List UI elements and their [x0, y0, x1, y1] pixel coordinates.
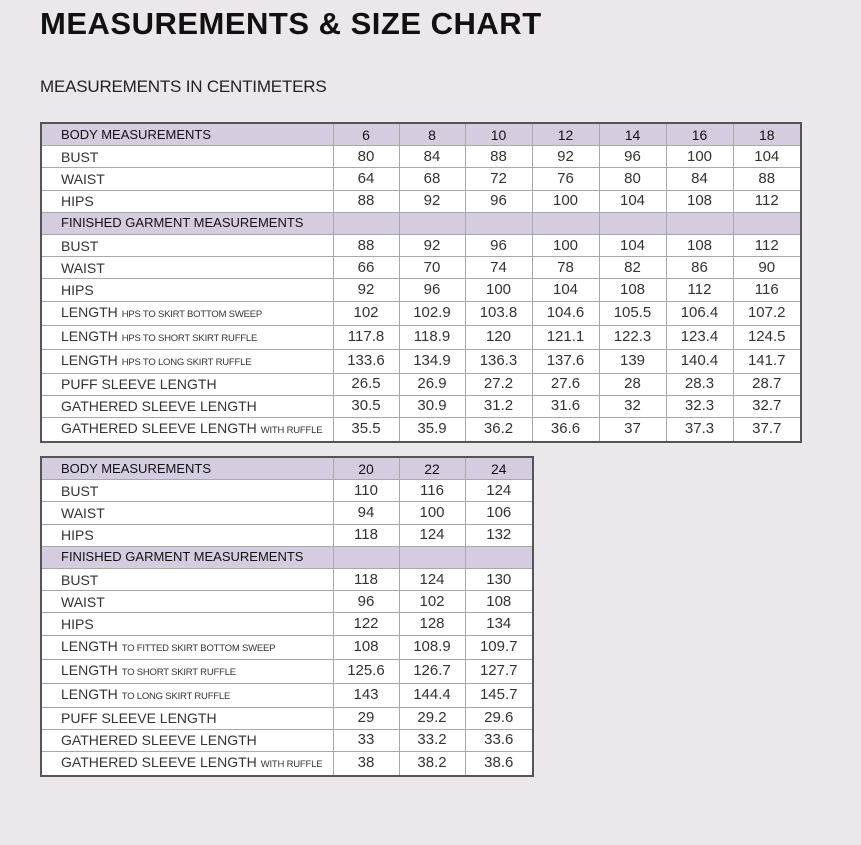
measurement-value: 110 — [333, 480, 399, 502]
units-subtitle: MEASUREMENTS IN CENTIMETERS — [40, 77, 327, 96]
empty-header-cell — [532, 212, 599, 234]
measurement-value: 32.3 — [666, 395, 733, 417]
measurement-label: HIPS — [41, 524, 333, 546]
measurement-value: 33.6 — [465, 729, 533, 751]
measurement-label — [41, 279, 333, 301]
measurement-value: 28.7 — [733, 373, 801, 395]
measurement-value: 108 — [465, 591, 533, 613]
measurement-label: WAIST — [41, 168, 333, 190]
measurement-label — [41, 729, 333, 751]
measurement-value: 84 — [666, 168, 733, 190]
measurement-value: 28 — [599, 373, 666, 395]
measurement-value: 140.4 — [666, 349, 733, 373]
measurement-value: 84 — [399, 146, 465, 168]
measurement-value: 145.7 — [465, 683, 533, 707]
measurement-value: 109.7 — [465, 635, 533, 659]
measurement-value: 117.8 — [333, 325, 399, 349]
finished-measurement-row — [41, 707, 533, 729]
measurement-value: 92 — [532, 146, 599, 168]
finished-measurement-row — [41, 349, 801, 373]
measurement-value: 127.7 — [465, 659, 533, 683]
measurement-value: 104 — [532, 279, 599, 301]
body-measurement-row — [41, 190, 801, 212]
measurement-value: 31.6 — [532, 395, 599, 417]
measurement-value: 96 — [399, 279, 465, 301]
measurement-label — [41, 613, 333, 635]
measurement-label-detail: TO LONG SKIRT RUFFLE — [121, 690, 231, 702]
measurement-label-detail: WITH RUFFLE — [260, 424, 323, 436]
measurement-value: 27.6 — [532, 373, 599, 395]
measurement-value: 124.5 — [733, 325, 801, 349]
measurement-value: 26.9 — [399, 373, 465, 395]
measurement-value: 29 — [333, 707, 399, 729]
measurement-value: 66 — [333, 257, 399, 279]
measurement-value: 88 — [733, 168, 801, 190]
measurement-value: 118 — [333, 524, 399, 546]
measurement-value: 102 — [399, 591, 465, 613]
size-header-row — [41, 457, 533, 480]
measurement-label — [41, 234, 333, 256]
measurement-label — [41, 257, 333, 279]
measurement-value: 36.2 — [465, 417, 532, 442]
measurement-label-main: BUST — [61, 237, 99, 254]
size-column-header: 14 — [599, 123, 666, 146]
measurement-value: 35.5 — [333, 417, 399, 442]
measurement-value: 137.6 — [532, 349, 599, 373]
measurement-label-main: LENGTH — [61, 661, 118, 678]
measurement-value: 139 — [599, 349, 666, 373]
measurement-value: 88 — [333, 190, 399, 212]
body-measurements-heading: BODY MEASUREMENTS — [41, 123, 333, 146]
measurement-label — [41, 568, 333, 590]
measurement-value: 88 — [333, 234, 399, 256]
finished-garment-header-row — [41, 546, 533, 568]
measurement-label — [41, 591, 333, 613]
measurement-label-main: GATHERED SLEEVE LENGTH — [61, 419, 257, 436]
measurement-label-main: BUST — [61, 571, 99, 588]
measurement-value: 92 — [399, 190, 465, 212]
size-column-header: 6 — [333, 123, 399, 146]
measurement-label-detail: TO FITTED SKIRT BOTTOM SWEEP — [121, 642, 276, 654]
measurement-value: 122 — [333, 613, 399, 635]
measurement-value: 70 — [399, 257, 465, 279]
empty-header-cell — [465, 212, 532, 234]
measurement-value: 121.1 — [532, 325, 599, 349]
measurement-value: 112 — [666, 279, 733, 301]
measurement-value: 38.2 — [399, 751, 465, 776]
measurement-value: 120 — [465, 325, 532, 349]
measurement-value: 108.9 — [399, 635, 465, 659]
finished-measurement-row — [41, 301, 801, 325]
finished-measurement-row — [41, 257, 801, 279]
measurement-value: 38.6 — [465, 751, 533, 776]
measurement-value: 88 — [465, 146, 532, 168]
measurement-label: HIPS — [41, 190, 333, 212]
finished-measurement-row — [41, 751, 533, 776]
finished-measurement-row — [41, 395, 801, 417]
measurement-label — [41, 659, 333, 683]
measurement-label — [41, 751, 333, 776]
measurement-value: 108 — [666, 190, 733, 212]
finished-measurement-row — [41, 635, 533, 659]
measurement-value: 28.3 — [666, 373, 733, 395]
measurement-value: 82 — [599, 257, 666, 279]
measurement-label-main: LENGTH — [61, 637, 118, 654]
finished-measurement-row — [41, 659, 533, 683]
measurement-value: 29.2 — [399, 707, 465, 729]
measurement-value: 38 — [333, 751, 399, 776]
measurement-label-main: LENGTH — [61, 685, 118, 702]
size-column-header: 16 — [666, 123, 733, 146]
measurement-label: BUST — [41, 480, 333, 502]
measurement-value: 90 — [733, 257, 801, 279]
measurement-value: 122.3 — [599, 325, 666, 349]
measurement-value: 31.2 — [465, 395, 532, 417]
measurement-value: 100 — [465, 279, 532, 301]
measurement-value: 125.6 — [333, 659, 399, 683]
measurement-value: 32 — [599, 395, 666, 417]
body-measurement-row — [41, 146, 801, 168]
measurement-value: 123.4 — [666, 325, 733, 349]
measurement-label-main: HIPS — [61, 615, 94, 632]
measurement-value: 124 — [465, 480, 533, 502]
measurement-value: 78 — [532, 257, 599, 279]
measurement-value: 143 — [333, 683, 399, 707]
measurement-value: 124 — [399, 524, 465, 546]
measurement-value: 112 — [733, 190, 801, 212]
body-measurements-heading: BODY MEASUREMENTS — [41, 457, 333, 480]
measurement-value: 30.9 — [399, 395, 465, 417]
measurement-value: 35.9 — [399, 417, 465, 442]
measurement-value: 92 — [399, 234, 465, 256]
measurement-value: 118.9 — [399, 325, 465, 349]
measurement-value: 128 — [399, 613, 465, 635]
measurement-value: 106.4 — [666, 301, 733, 325]
measurement-value: 102.9 — [399, 301, 465, 325]
measurement-value: 106 — [465, 502, 533, 524]
measurement-label-detail: HPS TO LONG SKIRT RUFFLE — [121, 356, 252, 368]
size-column-header: 24 — [465, 457, 533, 480]
measurement-value: 100 — [532, 190, 599, 212]
measurement-label — [41, 301, 333, 325]
measurement-value: 72 — [465, 168, 532, 190]
size-column-header: 22 — [399, 457, 465, 480]
measurement-value: 68 — [399, 168, 465, 190]
measurement-label-main: PUFF SLEEVE LENGTH — [61, 710, 217, 727]
empty-header-cell — [599, 212, 666, 234]
measurement-value: 104 — [599, 234, 666, 256]
measurement-value: 37 — [599, 417, 666, 442]
measurement-value: 132 — [465, 524, 533, 546]
measurement-value: 107.2 — [733, 301, 801, 325]
measurement-value: 141.7 — [733, 349, 801, 373]
measurement-label-main: WAIST — [61, 259, 105, 276]
measurement-value: 116 — [733, 279, 801, 301]
measurement-value: 94 — [333, 502, 399, 524]
size-column-header: 20 — [333, 457, 399, 480]
empty-header-cell — [399, 212, 465, 234]
measurement-value: 104.6 — [532, 301, 599, 325]
measurement-value: 105.5 — [599, 301, 666, 325]
measurement-value: 26.5 — [333, 373, 399, 395]
measurement-value: 92 — [333, 279, 399, 301]
measurement-label — [41, 325, 333, 349]
finished-garment-heading: FINISHED GARMENT MEASUREMENTS — [41, 546, 333, 568]
measurement-label-main: LENGTH — [61, 351, 118, 368]
size-column-header: 10 — [465, 123, 532, 146]
measurement-value: 116 — [399, 480, 465, 502]
empty-header-cell — [333, 212, 399, 234]
measurement-value: 76 — [532, 168, 599, 190]
measurement-label-detail: TO SHORT SKIRT RUFFLE — [121, 666, 236, 678]
measurement-value: 33 — [333, 729, 399, 751]
measurement-value: 103.8 — [465, 301, 532, 325]
size-column-header: 18 — [733, 123, 801, 146]
measurement-value: 86 — [666, 257, 733, 279]
measurement-value: 134 — [465, 613, 533, 635]
measurement-value: 96 — [465, 190, 532, 212]
measurement-value: 96 — [333, 591, 399, 613]
finished-measurement-row — [41, 234, 801, 256]
body-measurement-row — [41, 480, 533, 502]
measurement-value: 124 — [399, 568, 465, 590]
measurement-label — [41, 373, 333, 395]
body-measurement-row — [41, 502, 533, 524]
finished-measurement-row — [41, 729, 533, 751]
measurement-label-detail: WITH RUFFLE — [260, 758, 323, 770]
page-title: MEASUREMENTS & SIZE CHART — [40, 6, 542, 41]
measurement-label — [41, 349, 333, 373]
finished-measurement-row — [41, 683, 533, 707]
measurement-value: 32.7 — [733, 395, 801, 417]
measurement-label-main: HIPS — [61, 281, 94, 298]
measurement-label — [41, 395, 333, 417]
measurement-value: 136.3 — [465, 349, 532, 373]
size-column-header: 12 — [532, 123, 599, 146]
measurement-label — [41, 635, 333, 659]
measurement-value: 27.2 — [465, 373, 532, 395]
measurement-value: 64 — [333, 168, 399, 190]
measurement-value: 30.5 — [333, 395, 399, 417]
measurement-value: 130 — [465, 568, 533, 590]
size-header-row — [41, 123, 801, 146]
empty-header-cell — [733, 212, 801, 234]
measurement-value: 96 — [599, 146, 666, 168]
measurement-value: 102 — [333, 301, 399, 325]
measurement-label-main: PUFF SLEEVE LENGTH — [61, 376, 217, 393]
measurement-value: 96 — [465, 234, 532, 256]
measurement-value: 36.6 — [532, 417, 599, 442]
finished-measurement-row — [41, 279, 801, 301]
empty-header-cell — [465, 546, 533, 568]
measurement-value: 108 — [599, 279, 666, 301]
measurement-label — [41, 417, 333, 442]
measurement-value: 108 — [333, 635, 399, 659]
finished-measurement-row — [41, 568, 533, 590]
measurement-label-main: LENGTH — [61, 327, 118, 344]
measurement-value: 33.2 — [399, 729, 465, 751]
measurement-value: 104 — [599, 190, 666, 212]
measurement-label-detail: HPS TO SKIRT BOTTOM SWEEP — [121, 308, 263, 320]
measurement-value: 37.7 — [733, 417, 801, 442]
measurement-label-main: GATHERED SLEEVE LENGTH — [61, 753, 257, 770]
measurement-value: 100 — [666, 146, 733, 168]
measurement-value: 104 — [733, 146, 801, 168]
finished-measurement-row — [41, 591, 533, 613]
measurement-label-main: WAIST — [61, 593, 105, 610]
measurement-value: 134.9 — [399, 349, 465, 373]
measurement-value: 100 — [532, 234, 599, 256]
measurement-value: 100 — [399, 502, 465, 524]
finished-measurement-row — [41, 373, 801, 395]
measurement-value: 29.6 — [465, 707, 533, 729]
measurement-value: 126.7 — [399, 659, 465, 683]
measurement-value: 37.3 — [666, 417, 733, 442]
finished-measurement-row — [41, 417, 801, 442]
measurement-label-main: GATHERED SLEEVE LENGTH — [61, 732, 257, 749]
measurement-value: 112 — [733, 234, 801, 256]
measurement-label-main: LENGTH — [61, 303, 118, 320]
measurement-label-detail: HPS TO SHORT SKIRT RUFFLE — [121, 332, 258, 344]
measurement-label — [41, 707, 333, 729]
measurement-value: 144.4 — [399, 683, 465, 707]
size-chart-table-sizes-20-24 — [40, 456, 534, 777]
finished-measurement-row — [41, 613, 533, 635]
finished-garment-heading: FINISHED GARMENT MEASUREMENTS — [41, 212, 333, 234]
measurement-value: 74 — [465, 257, 532, 279]
measurement-label: BUST — [41, 146, 333, 168]
size-chart-table-sizes-6-18 — [40, 122, 802, 443]
measurement-value: 80 — [599, 168, 666, 190]
body-measurement-row — [41, 524, 533, 546]
measurement-value: 108 — [666, 234, 733, 256]
finished-measurement-row — [41, 325, 801, 349]
body-measurement-row — [41, 168, 801, 190]
finished-garment-header-row — [41, 212, 801, 234]
measurement-label — [41, 683, 333, 707]
measurement-value: 80 — [333, 146, 399, 168]
empty-header-cell — [333, 546, 399, 568]
measurement-label: WAIST — [41, 502, 333, 524]
measurement-value: 133.6 — [333, 349, 399, 373]
empty-header-cell — [399, 546, 465, 568]
measurement-label-main: GATHERED SLEEVE LENGTH — [61, 398, 257, 415]
empty-header-cell — [666, 212, 733, 234]
size-column-header: 8 — [399, 123, 465, 146]
measurement-value: 118 — [333, 568, 399, 590]
